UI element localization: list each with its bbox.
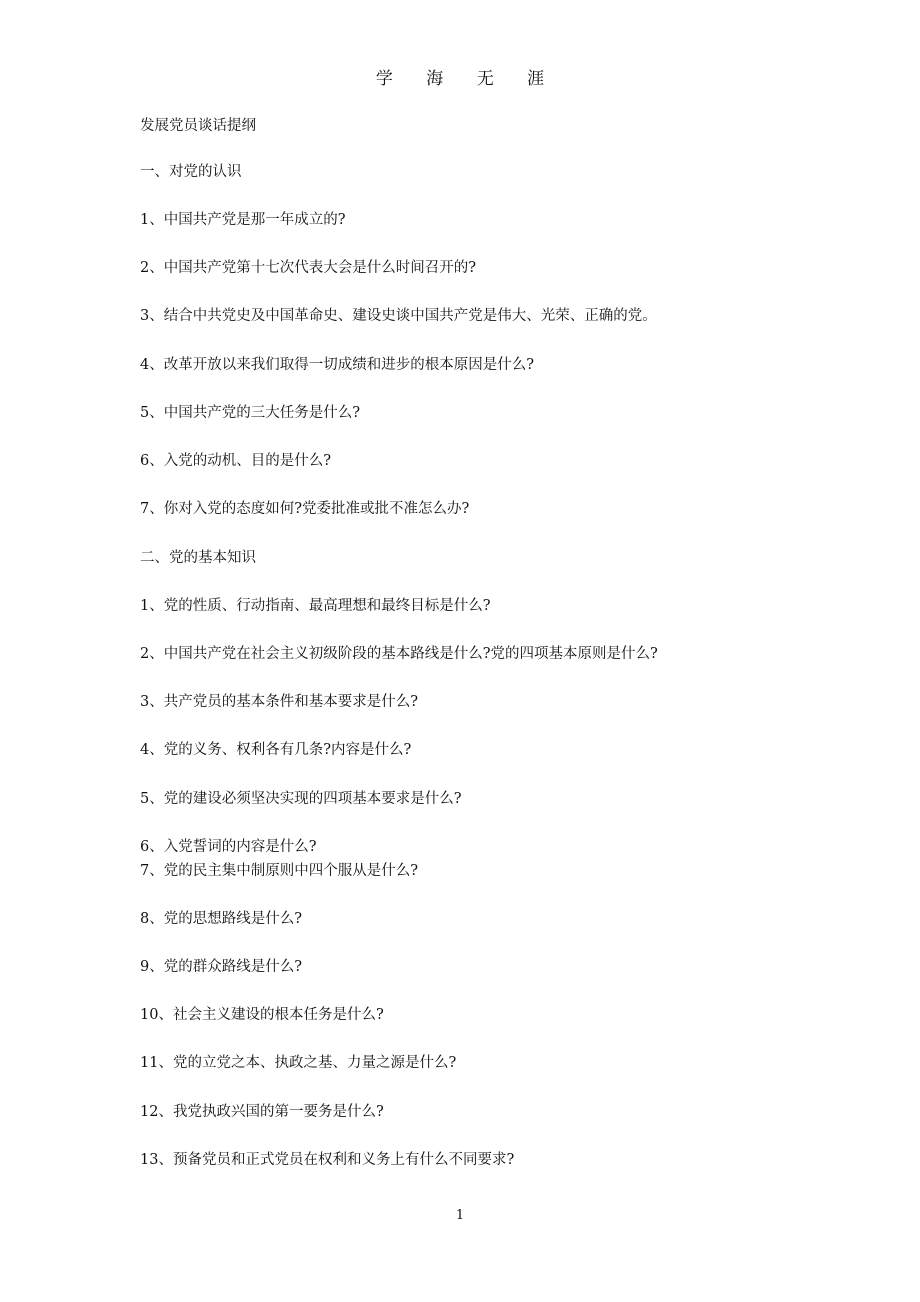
section-2-item-4: 4、党的义务、权利各有几条?内容是什么? (140, 742, 412, 758)
section-2-item-9: 9、党的群众路线是什么? (140, 959, 302, 975)
section-2-item-13: 13、预备党员和正式党员在权利和义务上有什么不同要求? (140, 1152, 515, 1168)
section-2-item-11: 11、党的立党之本、执政之基、力量之源是什么? (140, 1055, 457, 1071)
section-2-item-6: 6、入党誓词的内容是什么? (140, 839, 317, 855)
section-2-item-2: 2、中国共产党在社会主义初级阶段的基本路线是什么?党的四项基本原则是什么? (140, 646, 658, 662)
section-1-item-6: 6、入党的动机、目的是什么? (140, 453, 331, 469)
section-2-item-5: 5、党的建设必须坚决实现的四项基本要求是什么? (140, 791, 462, 807)
section-2-item-8: 8、党的思想路线是什么? (140, 911, 302, 927)
section-1-item-1: 1、中国共产党是那一年成立的? (140, 212, 346, 228)
section-2-item-7: 7、党的民主集中制原则中四个服从是什么? (140, 863, 418, 879)
section-2-item-12: 12、我党执政兴国的第一要务是什么? (140, 1104, 384, 1120)
section-1-item-2: 2、中国共产党第十七次代表大会是什么时间召开的? (140, 260, 476, 276)
section-2-item-1: 1、党的性质、行动指南、最高理想和最终目标是什么? (140, 598, 491, 614)
section-1-item-4: 4、改革开放以来我们取得一切成绩和进步的根本原因是什么? (140, 357, 534, 373)
section-2-heading: 二、党的基本知识 (140, 550, 256, 566)
page-header: 学 海 无 涯 (375, 69, 559, 89)
page-number: 1 (455, 1208, 465, 1223)
section-2-item-3: 3、共产党员的基本条件和基本要求是什么? (140, 694, 418, 710)
section-1-heading: 一、对党的认识 (140, 164, 242, 180)
document-title: 发展党员谈话提纲 (140, 118, 256, 134)
section-1-item-3: 3、结合中共党史及中国革命史、建设史谈中国共产党是伟大、光荣、正确的党。 (140, 308, 657, 324)
section-1-item-5: 5、中国共产党的三大任务是什么? (140, 405, 360, 421)
section-2-item-10: 10、社会主义建设的根本任务是什么? (140, 1007, 384, 1023)
section-1-item-7: 7、你对入党的态度如何?党委批准或批不准怎么办? (140, 501, 470, 517)
